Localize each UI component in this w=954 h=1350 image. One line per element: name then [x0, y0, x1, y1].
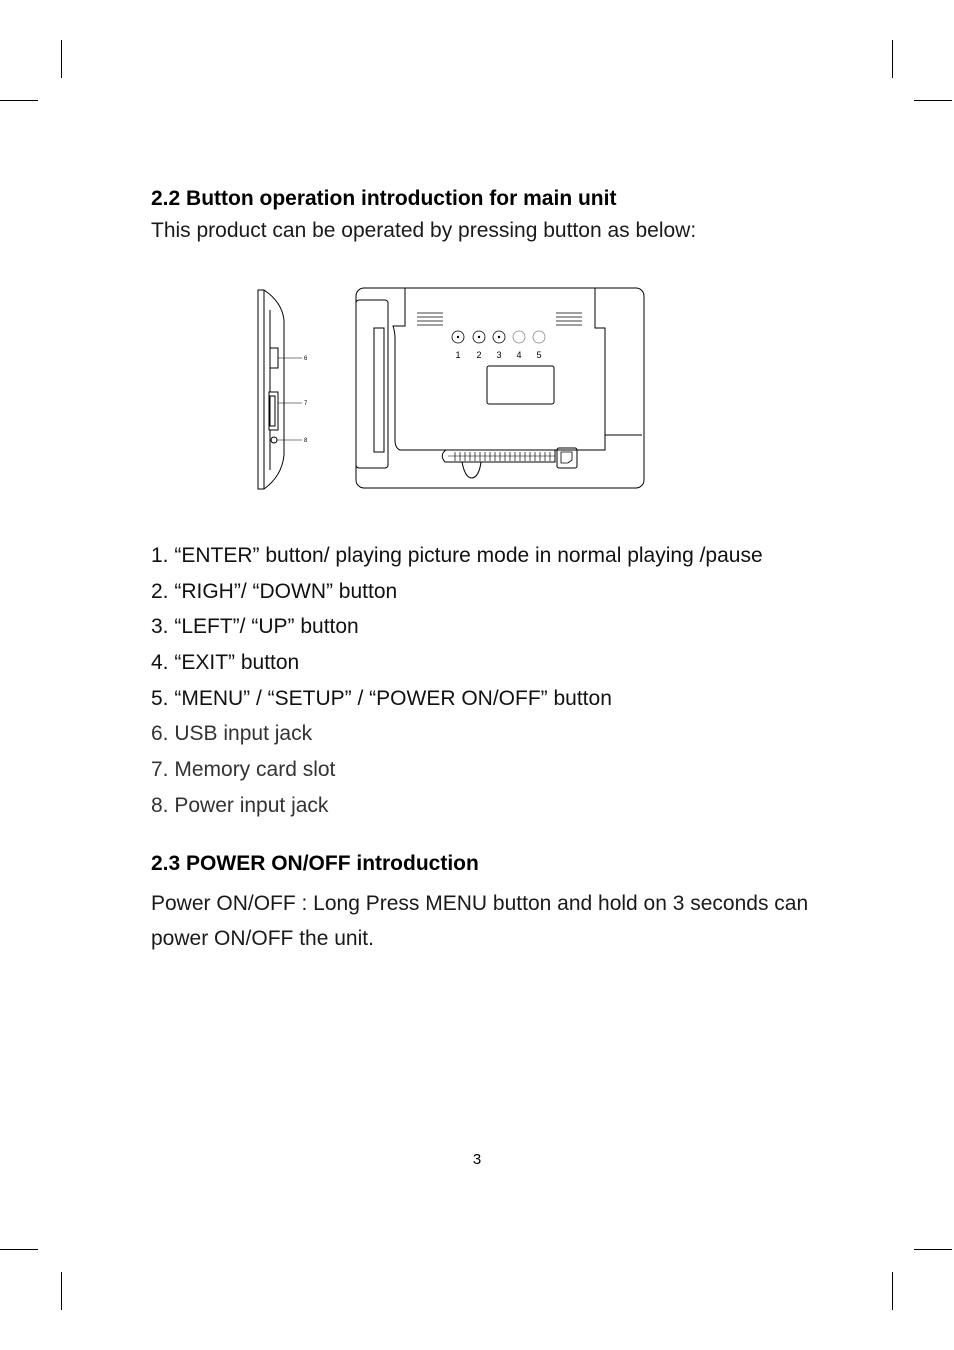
page-number: 3 [472, 1151, 482, 1168]
back-view [356, 288, 644, 488]
crop-mark [892, 1272, 893, 1310]
crop-mark [61, 1272, 62, 1310]
crop-mark [892, 40, 893, 78]
section-title: 2.2 Button operation introduction for main unit [151, 187, 617, 210]
button-callout-5: 5 [536, 350, 542, 360]
section-title: 2.3 POWER ON/OFF introduction [151, 852, 479, 875]
list-item: 2. “RIGH”/ “DOWN” button [151, 579, 398, 603]
list-item: 8. Power input jack [151, 793, 329, 817]
list-item: 4. “EXIT” button [151, 651, 300, 675]
crop-mark [914, 1249, 952, 1250]
crop-mark [0, 1249, 38, 1250]
side-callout-7: 7 [304, 401, 308, 407]
device-diagram [250, 280, 650, 495]
button-list [151, 540, 763, 826]
button-callout-4: 4 [516, 350, 522, 360]
crop-mark [914, 100, 952, 101]
side-view [258, 290, 302, 489]
button-callout-3: 3 [496, 350, 502, 360]
power-description: Power ON/OFF : Long Press MENU button and hold on 3 seconds can power ON/OFF the unit. [151, 892, 809, 950]
list-item: 5. “MENU” / “SETUP” / “POWER ON/OFF” button [151, 686, 612, 710]
button-callout-2: 2 [476, 350, 482, 360]
list-item: 6. USB input jack [151, 722, 313, 746]
list-item: 1. “ENTER” button/ playing picture mode in normal playing /pause [151, 544, 763, 567]
list-item: 3. “LEFT”/ “UP” button [151, 615, 359, 639]
crop-mark [0, 100, 38, 101]
intro-text: This product can be operated by pressing button as below: [151, 219, 697, 242]
side-callout-8: 8 [304, 438, 308, 444]
crop-mark [61, 40, 62, 78]
button-callout-1: 1 [455, 350, 461, 360]
list-item: 7. Memory card slot [151, 758, 336, 782]
side-callout-6: 6 [304, 356, 308, 362]
